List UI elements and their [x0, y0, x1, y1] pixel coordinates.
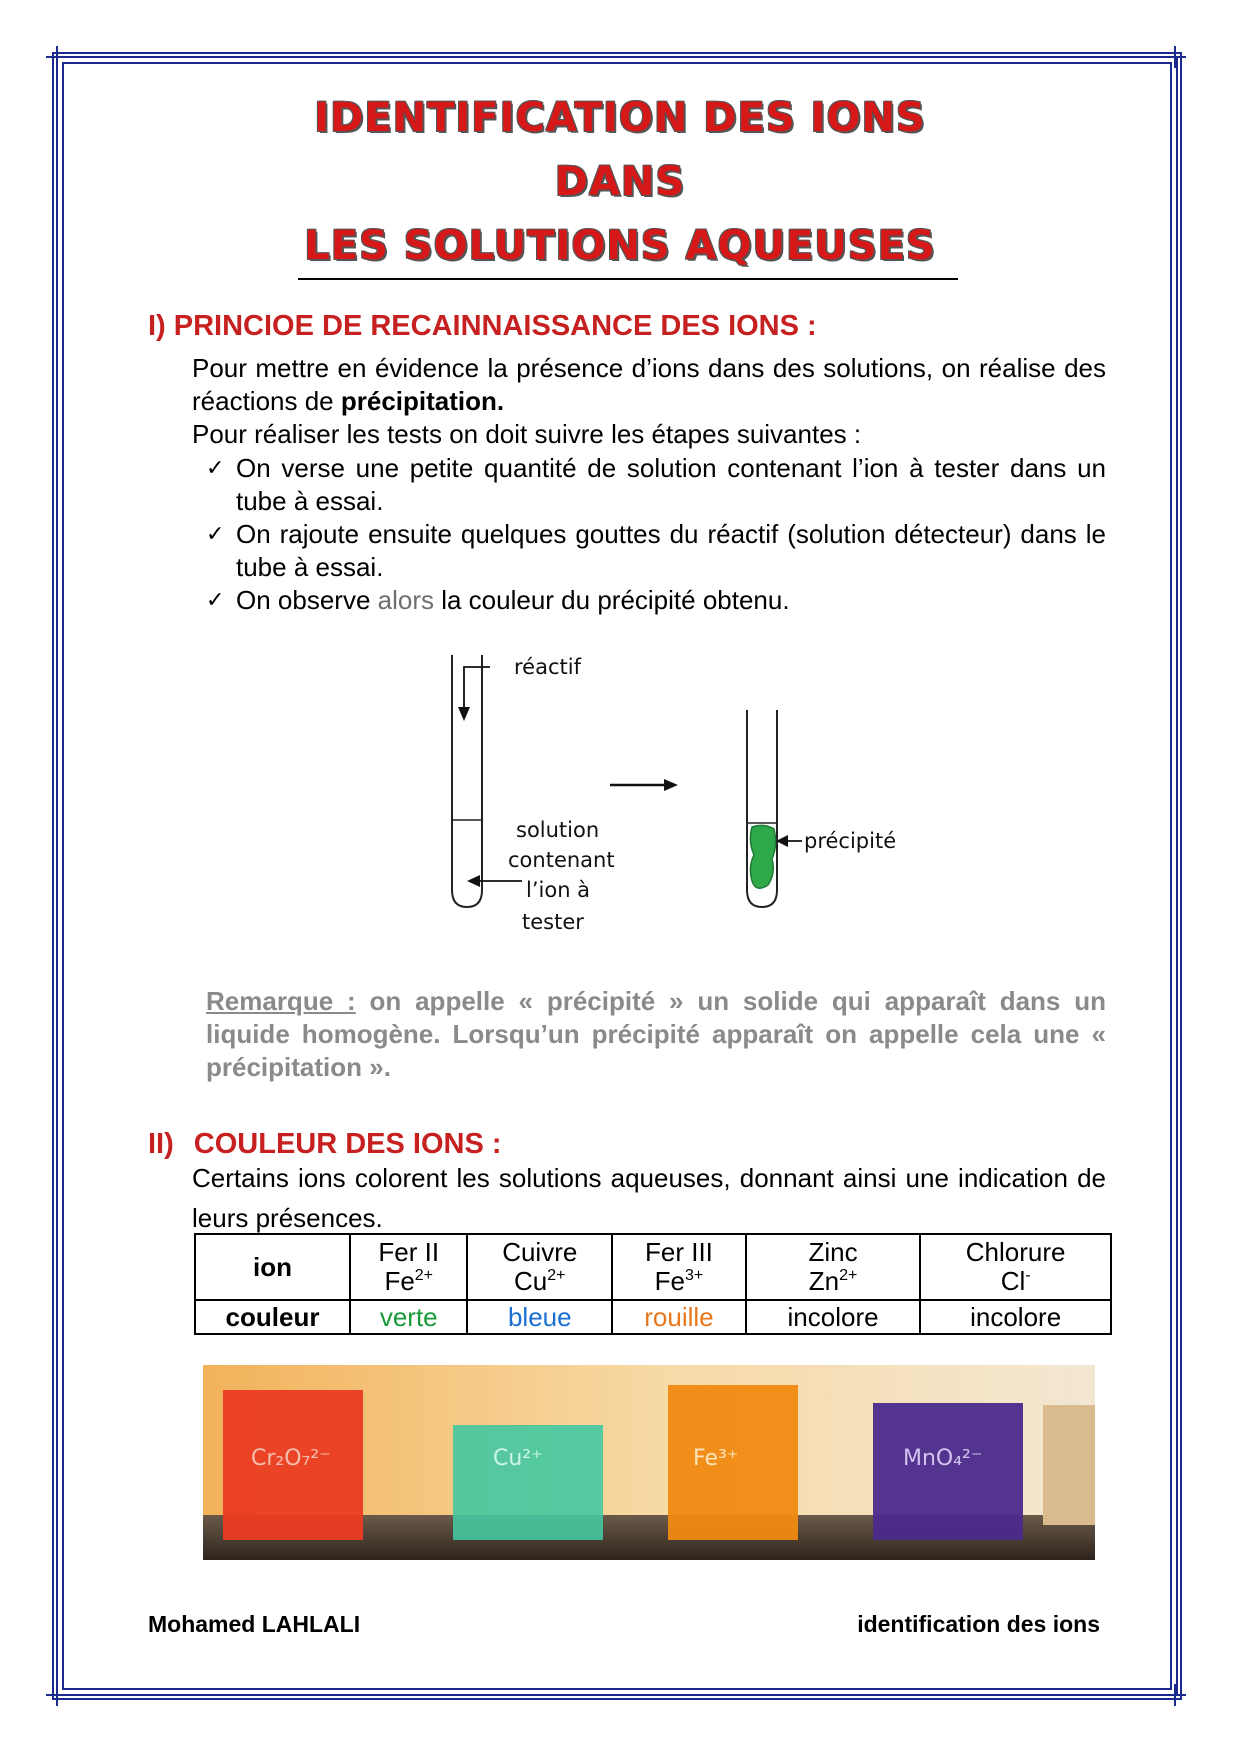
- label-solution-2: contenant: [508, 848, 615, 872]
- step-3-before: On observe: [236, 585, 378, 615]
- reactif-arrowhead: [458, 707, 470, 721]
- frame-corner: [46, 1684, 68, 1706]
- page-title: [200, 86, 1040, 278]
- footer-subject: identification des ions: [857, 1611, 1100, 1637]
- remark-text: on appelle « précipité » un solide qui apparaît dans un liquide homogène. Lorsqu’un précipité apparaît on appelle cela une « précipitation ».: [206, 986, 1106, 1082]
- ion-charge: 3+: [685, 1267, 704, 1284]
- table-cell-ion: [467, 1234, 612, 1300]
- step-text: On rajoute ensuite quelques gouttes du réactif (solution détecteur) dans le tube à essai.: [236, 519, 1106, 582]
- ion-solutions-photo: [203, 1365, 1095, 1560]
- frame-corner: [1164, 1684, 1186, 1706]
- test-tube-diagram: [430, 645, 940, 945]
- check-icon: ✓: [206, 522, 225, 547]
- step-text: On verse une petite quantité de solution contenant l’ion à tester dans un tube à essai.: [236, 453, 1106, 516]
- ion-name: Fer III: [645, 1237, 713, 1267]
- table-cell-color: bleue: [467, 1300, 612, 1334]
- list-item: [206, 584, 1106, 617]
- section-2-heading: [148, 1128, 502, 1161]
- para-1-bold: précipitation.: [340, 386, 505, 416]
- list-item: [206, 452, 1106, 518]
- beaker-permanganate: [873, 1403, 1023, 1540]
- photo-wood-block: [1043, 1405, 1095, 1525]
- title-line-1: IDENTIFICATION DES IONS: [314, 95, 926, 141]
- section-1-paragraph-2: Pour réaliser les tests on doit suivre les étapes suivantes :: [192, 419, 862, 449]
- list-item: [206, 518, 1106, 584]
- ion-name: Zinc: [808, 1237, 858, 1267]
- ion-symbol: Cl: [1000, 1266, 1026, 1296]
- remark-label: Remarque :: [206, 986, 356, 1016]
- table-cell-ion: [612, 1234, 746, 1300]
- photo-label: Cr₂O₇²⁻: [251, 1446, 331, 1471]
- frame-corner: [1164, 46, 1186, 68]
- step-3-grey: alors: [377, 585, 434, 615]
- section-1-paragraph-1: [192, 352, 1106, 418]
- section-2-paragraph: Certains ions colorent les solutions aqueuses, donnant ainsi une indication de leurs présences.: [192, 1163, 1106, 1233]
- table-cell-color: verte: [350, 1300, 467, 1334]
- ion-name: Cuivre: [502, 1237, 578, 1267]
- table-cell-color: incolore: [920, 1300, 1111, 1334]
- label-solution-4: tester: [522, 910, 584, 934]
- table-cell-ion: [920, 1234, 1111, 1300]
- beaker-copper: [453, 1425, 603, 1540]
- frame-corner: [46, 46, 68, 68]
- photo-label: Fe³⁺: [693, 1446, 739, 1471]
- para-1-text: Pour mettre en évidence la présence d’ions dans des solutions, on réalise des réactions de: [192, 353, 1106, 416]
- table-cell-ion: [746, 1234, 920, 1300]
- table-row: [195, 1300, 1111, 1334]
- table-cell-color: rouille: [612, 1300, 746, 1334]
- ion-charge: -: [1025, 1267, 1031, 1284]
- ion-symbol: Cu: [514, 1266, 548, 1296]
- ion-charge: 2+: [839, 1267, 858, 1284]
- footer-author: Mohamed LAHLALI: [148, 1611, 361, 1637]
- ion-name: Chlorure: [965, 1237, 1066, 1267]
- check-icon: ✓: [206, 456, 225, 481]
- section-2-title: COULEUR DES IONS :: [193, 1128, 502, 1160]
- photo-label: Cu²⁺: [493, 1446, 543, 1471]
- table-cell-ion: [350, 1234, 467, 1300]
- ion-charge: 2+: [414, 1267, 434, 1284]
- table-row: [195, 1234, 1111, 1300]
- ion-symbol: Fe: [384, 1266, 415, 1296]
- ion-symbol: Fe: [654, 1266, 685, 1296]
- label-solution-1: solution: [516, 818, 600, 842]
- title-underline: [298, 278, 958, 280]
- remark: [206, 985, 1106, 1084]
- table-header-ion: ion: [195, 1234, 350, 1300]
- precipitate-blob: [750, 825, 775, 888]
- label-precipite: précipité: [804, 829, 897, 853]
- photo-label: MnO₄²⁻: [903, 1446, 983, 1471]
- title-line-2: DANS: [554, 159, 686, 205]
- label-solution-3: l’ion à: [526, 878, 591, 902]
- ion-color-table: [194, 1233, 1112, 1335]
- label-reactif: réactif: [514, 655, 581, 679]
- ion-symbol: Zn: [808, 1266, 840, 1296]
- section-1-heading: I) PRINCIOE DE RECAINNAISSANCE DES IONS :: [148, 310, 817, 342]
- section-2-number: II): [148, 1128, 174, 1160]
- test-tube-left: [452, 655, 482, 907]
- title-line-3: LES SOLUTIONS AQUEUSES: [304, 223, 936, 269]
- reaction-arrowhead: [664, 779, 678, 791]
- ion-name: Fer II: [378, 1237, 440, 1267]
- steps-list: [206, 452, 1106, 617]
- table-header-couleur: couleur: [195, 1300, 350, 1334]
- table-cell-color: incolore: [746, 1300, 920, 1334]
- solution-arrowhead: [467, 875, 480, 887]
- step-3-after: la couleur du précipité obtenu.: [434, 585, 790, 615]
- check-icon: ✓: [206, 588, 225, 613]
- ion-charge: 2+: [547, 1267, 566, 1284]
